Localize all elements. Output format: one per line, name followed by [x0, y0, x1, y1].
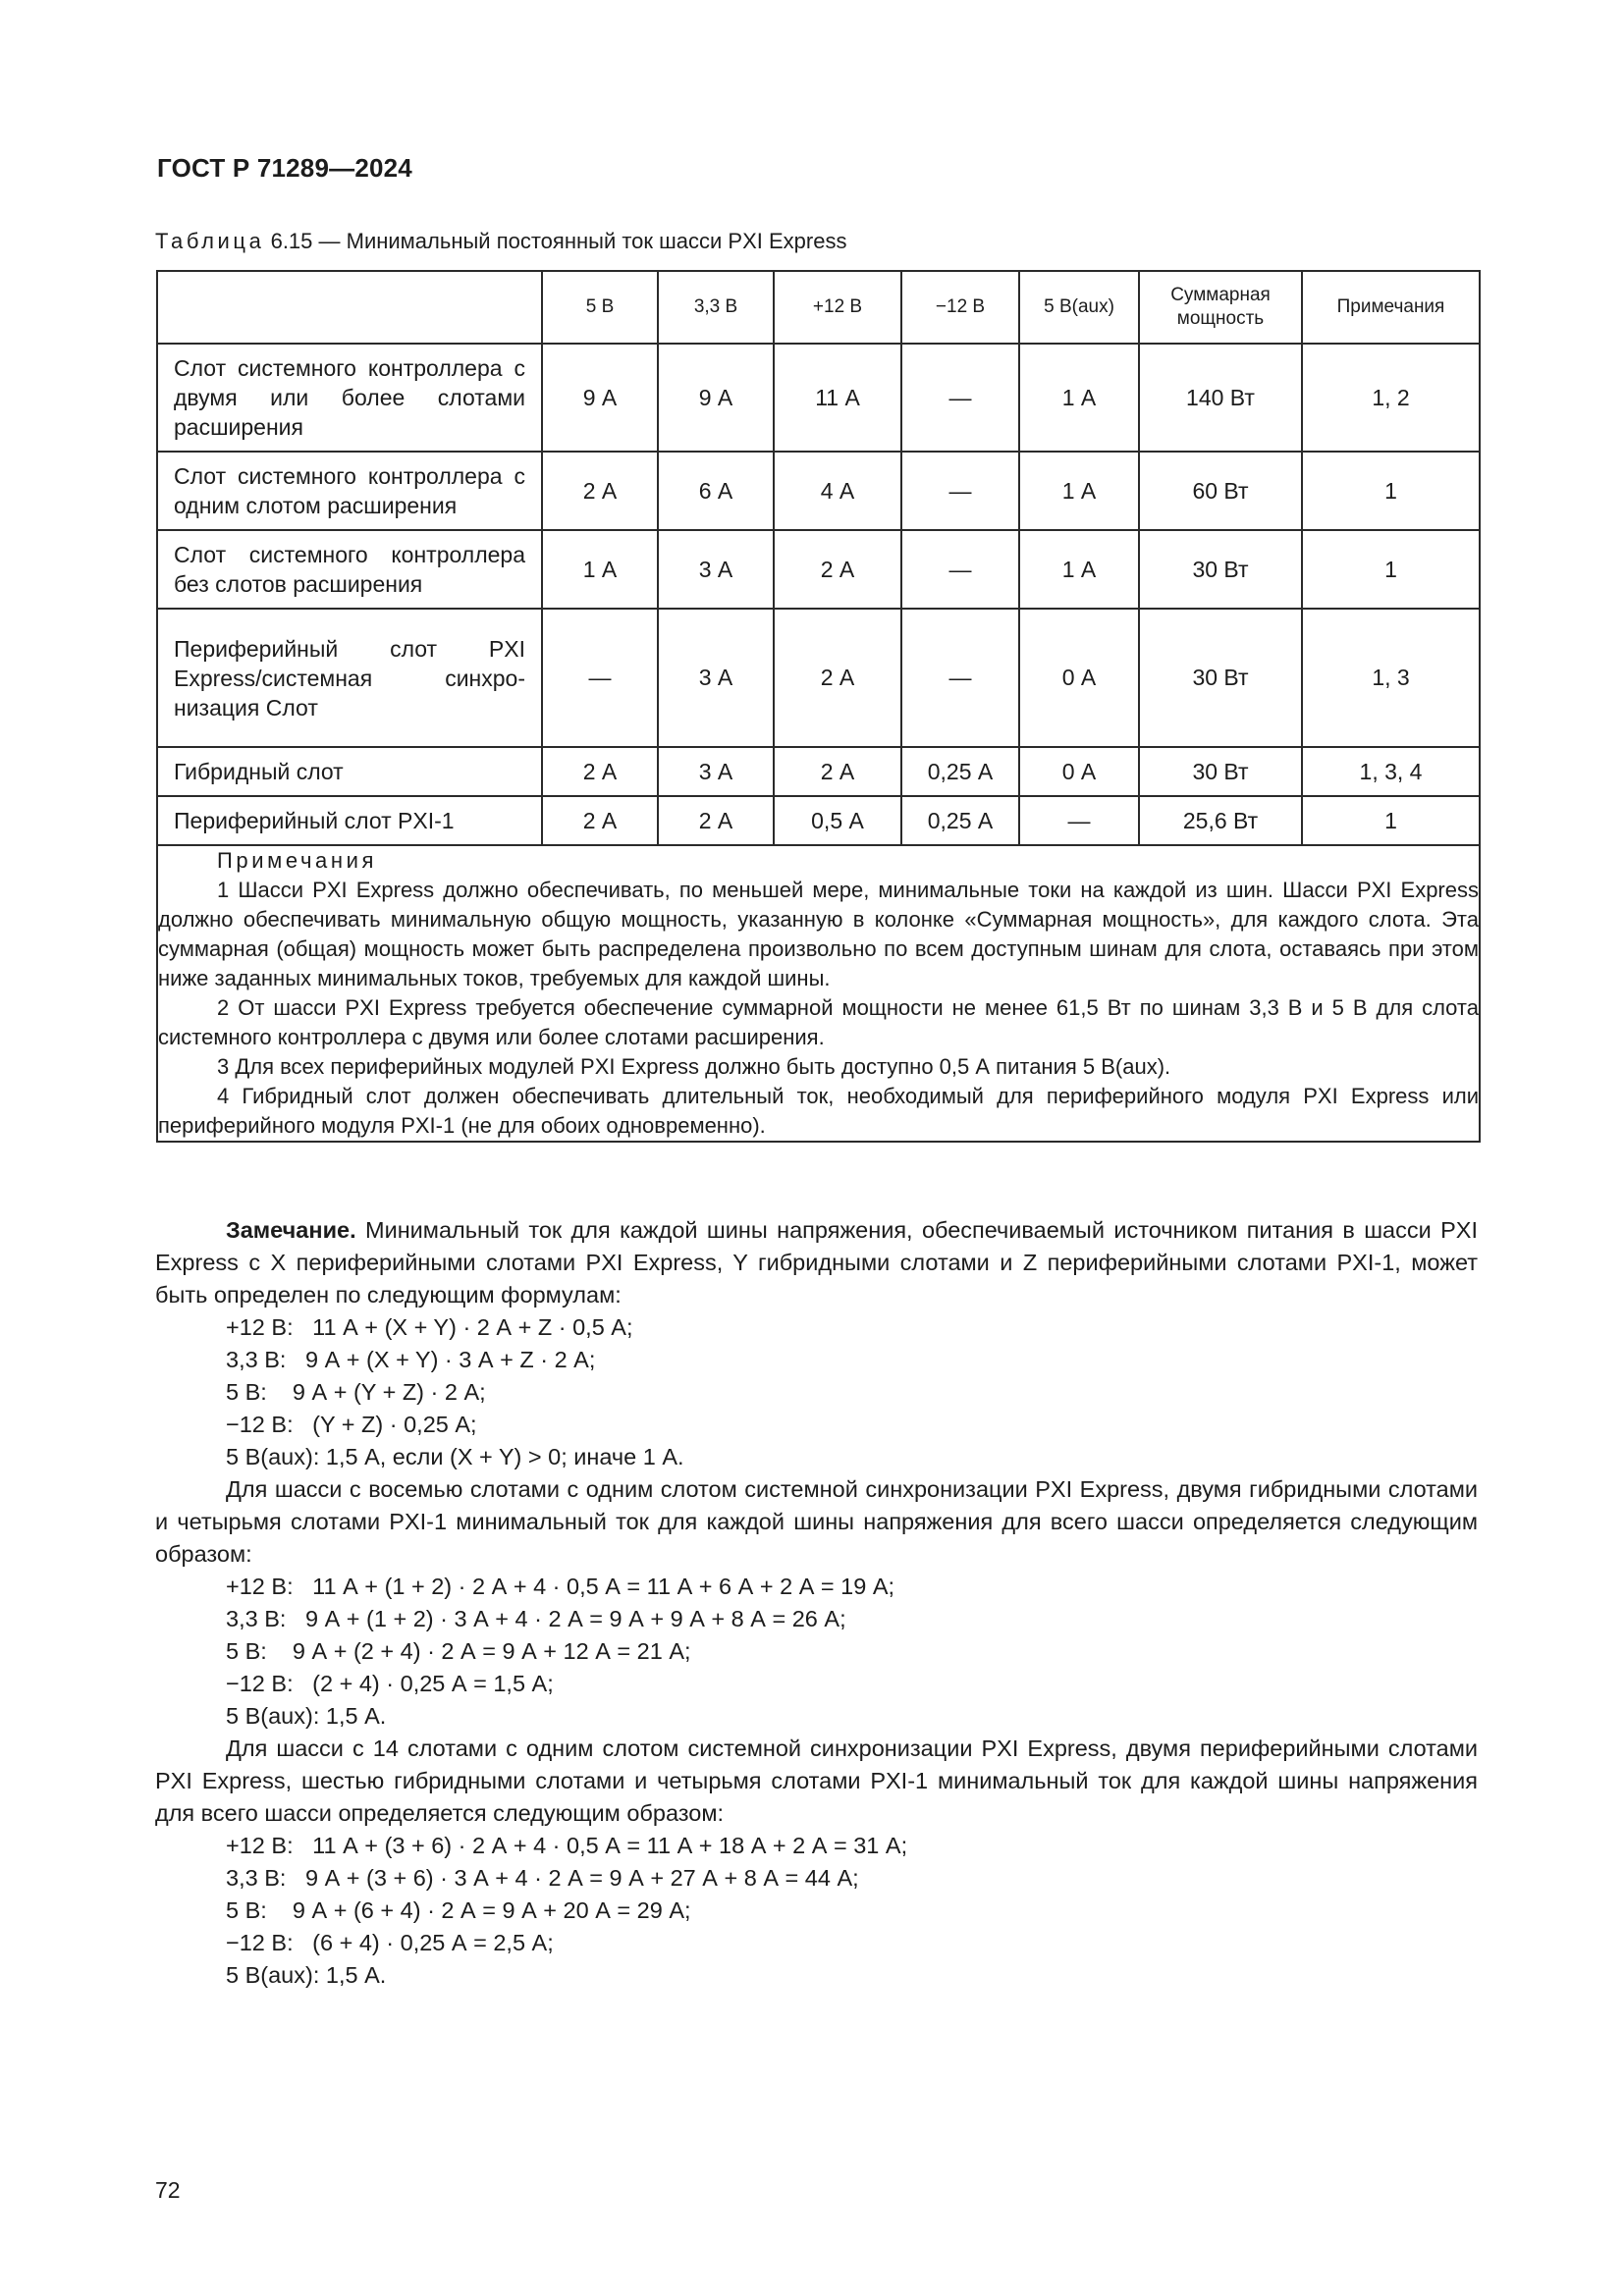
- table-cell: —: [901, 609, 1019, 747]
- table-header-cell: −12 В: [901, 271, 1019, 344]
- formula-line: +12 В: 11 А + (3 + 6) · 2 А + 4 · 0,5 А = 11 А + 18 А + 2 А = 31 А;: [226, 1833, 908, 1858]
- formula-line: 5 В(aux): 1,5 А.: [226, 1962, 387, 1988]
- table-cell: 3 А: [658, 609, 774, 747]
- table-cell: 140 Вт: [1139, 344, 1302, 452]
- table-cell: 1: [1302, 796, 1480, 845]
- table-cell: 2 А: [542, 747, 658, 796]
- formula-line: 5 В(aux): 1,5 А.: [226, 1703, 387, 1729]
- table-cell: 6 А: [658, 452, 774, 530]
- formula-line: 3,3 В: 9 А + (X + Y) · 3 А + Z · 2 А;: [226, 1347, 596, 1372]
- row-label: Слот системного контроллера с двумя или более слотами расширения: [157, 344, 542, 452]
- formula-line: −12 В: (6 + 4) · 0,25 А = 2,5 А;: [226, 1930, 554, 1955]
- table-row: [157, 344, 1480, 452]
- table-cell: 0,25 А: [901, 796, 1019, 845]
- table-cell: 9 А: [542, 344, 658, 452]
- row-label: Слот системного контроллера без слотов расширения: [157, 530, 542, 609]
- remark-paragraph: [155, 1214, 1478, 1311]
- table-cell: —: [901, 452, 1019, 530]
- table-row: [157, 747, 1480, 796]
- row-label: Слот системного контроллера с одним слотом расширения: [157, 452, 542, 530]
- note-item: 2 От шасси PXI Express требуется обеспечение суммарной мощности не менее 61,5 Вт по шинам 3,3 В и 5 В для слота системного контроллера с двумя или более слотами расширения.: [158, 995, 1479, 1049]
- table-cell: —: [901, 530, 1019, 609]
- current-table: [156, 270, 1481, 1143]
- table-cell: 1 А: [1019, 344, 1139, 452]
- table-cell: —: [1019, 796, 1139, 845]
- table-cell: 0 А: [1019, 609, 1139, 747]
- table-cell: 2 А: [774, 609, 901, 747]
- row-label: Гибридный слот: [157, 747, 542, 796]
- table-cell: 1: [1302, 452, 1480, 530]
- table-notes: [157, 845, 1480, 1142]
- table-cell: 2 А: [658, 796, 774, 845]
- table-caption: [155, 229, 846, 254]
- table-cell: 3 А: [658, 530, 774, 609]
- table-cell: 0,5 А: [774, 796, 901, 845]
- formula-line: 5 В: 9 А + (2 + 4) · 2 А = 9 А + 12 А = 21 А;: [226, 1638, 691, 1664]
- table-header-cell: 5 В(aux): [1019, 271, 1139, 344]
- table-cell: 4 А: [774, 452, 901, 530]
- note-item: 3 Для всех периферийных модулей PXI Express должно быть доступно 0,5 А питания 5 В(aux).: [217, 1054, 1171, 1079]
- formula-line: +12 В: 11 А + (1 + 2) · 2 А + 4 · 0,5 А = 11 А + 6 А + 2 А = 19 А;: [226, 1574, 895, 1599]
- table-cell: 30 Вт: [1139, 609, 1302, 747]
- table-header-cell: Суммарная мощность: [1139, 271, 1302, 344]
- table-cell: 30 Вт: [1139, 530, 1302, 609]
- table-cell: 1 А: [1019, 452, 1139, 530]
- table-cell: 2 А: [542, 452, 658, 530]
- remark-label: Замечание.: [226, 1217, 356, 1243]
- formula-line: +12 В: 11 А + (X + Y) · 2 А + Z · 0,5 А;: [226, 1314, 633, 1340]
- formula-line: 5 В: 9 А + (Y + Z) · 2 А;: [226, 1379, 486, 1405]
- table-header-cell: 5 В: [542, 271, 658, 344]
- note-item: 4 Гибридный слот должен обеспечивать длительный ток, необходимый для периферийного модуля PXI Express или периферийного модуля PXI-1 (не для обоих одновременно).: [158, 1084, 1479, 1138]
- table-header-cell: [157, 271, 542, 344]
- table-cell: 11 А: [774, 344, 901, 452]
- table-row: [157, 609, 1480, 747]
- table-header-cell: 3,3 В: [658, 271, 774, 344]
- table-cell: 25,6 Вт: [1139, 796, 1302, 845]
- table-cell: 2 А: [542, 796, 658, 845]
- table-cell: 1, 3, 4: [1302, 747, 1480, 796]
- table-cell: 60 Вт: [1139, 452, 1302, 530]
- table-cell: 1 А: [1019, 530, 1139, 609]
- table-cell: 1, 3: [1302, 609, 1480, 747]
- formula-line: 3,3 В: 9 А + (1 + 2) · 3 А + 4 · 2 А = 9 А + 9 А + 8 А = 26 А;: [226, 1606, 846, 1631]
- formula-line: −12 В: (2 + 4) · 0,25 А = 1,5 А;: [226, 1671, 554, 1696]
- table-cell: 0,25 А: [901, 747, 1019, 796]
- table-cell: 1 А: [542, 530, 658, 609]
- table-cell: 2 А: [774, 530, 901, 609]
- table-row: [157, 796, 1480, 845]
- table-row: [157, 452, 1480, 530]
- body-text: [155, 1214, 1478, 1992]
- table-header-cell: Примечания: [1302, 271, 1480, 344]
- table-caption-title: 6.15 — Минимальный постоянный ток шасси PXI Express: [264, 229, 847, 253]
- table-cell: 2 А: [774, 747, 901, 796]
- formula-line: 5 В: 9 А + (6 + 4) · 2 А = 9 А + 20 А = 29 А;: [226, 1897, 691, 1923]
- formula-line: −12 В: (Y + Z) · 0,25 А;: [226, 1412, 477, 1437]
- table-header-row: [157, 271, 1480, 344]
- table-row: [157, 530, 1480, 609]
- row-label: Периферийный слот PXI-1: [157, 796, 542, 845]
- table-cell: 9 А: [658, 344, 774, 452]
- formula-line: 5 В(aux): 1,5 А, если (X + Y) > 0; иначе 1 А.: [226, 1444, 684, 1469]
- page-number: 72: [155, 2177, 181, 2203]
- table-notes-row: [157, 845, 1480, 1142]
- table-caption-label: Таблица: [155, 229, 265, 253]
- note-item: 1 Шасси PXI Express должно обеспечивать, по меньшей мере, минимальные токи на каждой из шин. Шасси PXI Express должно обеспечивать минимальную общую мощность, указанную в колонке «Суммарная мощность», для каждого слота. Эта суммарная (общая) мощность может быть распределена произвольно по всем доступным шинам для слота, оставаясь при этом ниже заданных минимальных токов, требуемых для каждой шины.: [158, 878, 1479, 990]
- row-label: Периферийный слот PXI Express/системная синхро-низация Слот: [157, 609, 542, 747]
- example-paragraph: Для шасси с восемью слотами с одним слотом системной синхронизации PXI Express, двумя гибридными слотами и четырьмя слотами PXI-1 минимальный ток для каждой шины напряжения для всего шасси определяется следующим образом:: [155, 1476, 1478, 1567]
- table-cell: —: [542, 609, 658, 747]
- table-cell: 3 А: [658, 747, 774, 796]
- table-cell: 1, 2: [1302, 344, 1480, 452]
- notes-title: Примечания: [217, 848, 378, 873]
- example-paragraph: Для шасси с 14 слотами с одним слотом системной синхронизации PXI Express, двумя периферийными слотами PXI Express, шестью гибридными слотами и четырьмя слотами PXI-1 минимальный ток для каждой шины напряжения для всего шасси определяется следующим образом:: [155, 1735, 1478, 1826]
- remark-text: Минимальный ток для каждой шины напряжения, обеспечиваемый источником питания в шасси PXI Express с X периферийными слотами PXI Express, Y гибридными слотами и Z периферийными слотами PXI-1, может быть определен по следующим формулам:: [155, 1217, 1478, 1308]
- table-cell: 30 Вт: [1139, 747, 1302, 796]
- table-cell: 1: [1302, 530, 1480, 609]
- table-cell: —: [901, 344, 1019, 452]
- table-header-cell: +12 В: [774, 271, 901, 344]
- document-header: ГОСТ Р 71289—2024: [157, 153, 412, 183]
- table-cell: 0 А: [1019, 747, 1139, 796]
- formula-line: 3,3 В: 9 А + (3 + 6) · 3 А + 4 · 2 А = 9 А + 27 А + 8 А = 44 А;: [226, 1865, 859, 1891]
